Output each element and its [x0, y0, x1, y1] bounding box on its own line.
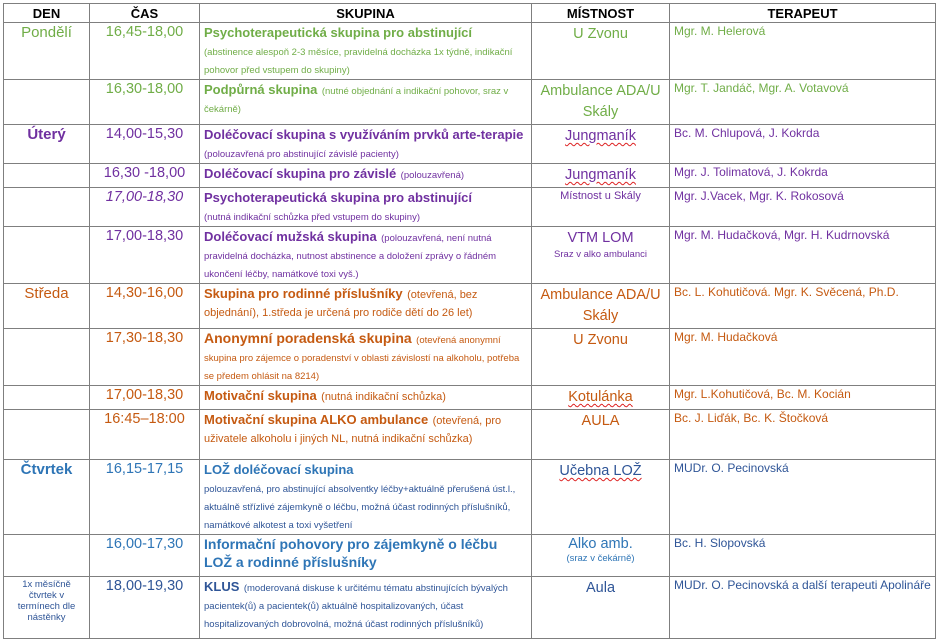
table-row: [4, 284, 936, 329]
group-title: Skupina pro rodinné příslušníky: [204, 286, 403, 301]
group-note: (otevřená anonymní skupina pro zájemce o poradenství v oblasti závislostí na alkoholu, potřeba se předem ohlásit na 8214): [204, 335, 520, 382]
group-cell: [200, 577, 532, 639]
header-row: [4, 4, 936, 23]
group-cell: [200, 125, 532, 164]
room-cell: U Zvonu: [532, 329, 670, 386]
group-cell: [200, 329, 532, 386]
therapist-cell: Mgr. J.Vacek, Mgr. K. Rokosová: [670, 188, 936, 227]
time-cell: 17,30-18,30: [90, 329, 200, 386]
day-cell: Středa: [4, 284, 90, 329]
group-cell: [200, 386, 532, 410]
time-cell: 17,00-18,30: [90, 188, 200, 227]
group-note: (polouzavřená): [400, 170, 465, 181]
time-cell: 17,00-18,30: [90, 227, 200, 284]
header-time: ČAS: [90, 4, 200, 23]
table-row: [4, 535, 936, 577]
therapist-cell: MUDr. O. Pecinovská: [670, 460, 936, 535]
day-cell: [4, 410, 90, 460]
group-note: (nutná indikační schůzka před vstupem do skupiny): [204, 212, 420, 223]
group-note: polouzavřená, pro abstinující absolventky léčby+aktuálně přerušená úst.l., aktuálně střízlivé zájemkyně o léčbu, možná účast rodinných příslušníků, namátkové alkotest a toxi vyšetření: [204, 484, 516, 531]
group-cell: [200, 410, 532, 460]
room-cell: Aula: [532, 577, 670, 639]
group-title: Doléčovací mužská skupina: [204, 229, 377, 244]
group-title: Motivační skupina: [204, 388, 317, 403]
room-name: Učebna LOŽ: [559, 463, 642, 479]
day-cell: Čtvrtek: [4, 460, 90, 535]
time-cell: 16,45-18,00: [90, 23, 200, 80]
room-name: Kotulánka: [568, 389, 633, 405]
table-row: [4, 164, 936, 188]
therapist-cell: Bc. L. Kohutičová. Mgr. K. Svěcená, Ph.D.: [670, 284, 936, 329]
time-cell: 18,00-19,30: [90, 577, 200, 639]
table-row: [4, 577, 936, 639]
day-cell: [4, 227, 90, 284]
therapist-cell: Mgr. J. Tolimatová, J. Kokrda: [670, 164, 936, 188]
header-therapist: TERAPEUT: [670, 4, 936, 23]
room-cell: [532, 460, 670, 535]
table-row: [4, 329, 936, 386]
therapist-cell: Bc. J. Liďák, Bc. K. Štočková: [670, 410, 936, 460]
time-cell: 14,00-15,30: [90, 125, 200, 164]
therapist-cell: Mgr. M. Hudačková: [670, 329, 936, 386]
therapist-cell: Mgr. T. Jandáč, Mgr. A. Votavová: [670, 80, 936, 125]
room-sub: Sraz v alko ambulanci: [554, 249, 647, 260]
room-cell: [532, 125, 670, 164]
group-title: Podpůrná skupina: [204, 82, 318, 97]
group-note: (polouzavřená pro abstinující závislé pacienty): [204, 149, 399, 160]
room-cell: Ambulance ADA/U Skály: [532, 80, 670, 125]
room-cell: Ambulance ADA/U Skály: [532, 284, 670, 329]
group-cell: [200, 284, 532, 329]
day-cell: [4, 386, 90, 410]
therapist-cell: Bc. H. Slopovská: [670, 535, 936, 577]
group-cell: [200, 188, 532, 227]
therapist-cell: Mgr. M. Hudačková, Mgr. H. Kudrnovská: [670, 227, 936, 284]
room-name: Alko amb.: [568, 536, 633, 552]
group-cell: [200, 23, 532, 80]
therapist-cell: Mgr. M. Helerová: [670, 23, 936, 80]
time-cell: 16,15-17,15: [90, 460, 200, 535]
day-cell: Úterý: [4, 125, 90, 164]
group-title: Doléčovací skupina s využíváním prvků arte-terapie: [204, 127, 524, 142]
time-cell: 16,30 -18,00: [90, 164, 200, 188]
room-cell: [532, 164, 670, 188]
room-cell: [532, 535, 670, 577]
room-cell: AULA: [532, 410, 670, 460]
time-cell: 16:45–18:00: [90, 410, 200, 460]
room-name: Jungmaník: [565, 167, 636, 183]
group-note: (abstinence alespoň 2-3 měsíce, pravidelná docházka 1x týdně, indikační pohovor před vstupem do skupiny): [204, 47, 513, 76]
therapist-cell: MUDr. O. Pecinovská a další terapeuti Apolináře: [670, 577, 936, 639]
day-cell: [4, 535, 90, 577]
table-row: [4, 125, 936, 164]
day-cell: [4, 80, 90, 125]
time-cell: 17,00-18,30: [90, 386, 200, 410]
header-room: MÍSTNOST: [532, 4, 670, 23]
group-cell: [200, 460, 532, 535]
room-cell: U Zvonu: [532, 23, 670, 80]
time-cell: 16,00-17,30: [90, 535, 200, 577]
group-cell: [200, 80, 532, 125]
group-title: Psychoterapeutická skupina pro abstinující: [204, 190, 473, 205]
room-cell: [532, 227, 670, 284]
day-cell: [4, 188, 90, 227]
table-row: [4, 80, 936, 125]
group-title: Doléčovací skupina pro závislé: [204, 166, 397, 181]
room-cell: [532, 386, 670, 410]
group-title: Motivační skupina ALKO ambulance: [204, 412, 429, 427]
room-name: VTM LOM: [567, 230, 634, 246]
room-sub: (sraz v čekárně): [566, 553, 635, 564]
table-row: [4, 188, 936, 227]
table-row: [4, 410, 936, 460]
day-cell: [4, 329, 90, 386]
group-cell: [200, 535, 532, 577]
table-row: [4, 460, 936, 535]
group-cell: [200, 164, 532, 188]
group-note: (otevřená, pro uživatele alkoholu i jiných NL, nutná indikační schůzka): [204, 415, 502, 445]
table-row: [4, 386, 936, 410]
group-note: (moderovaná diskuse k určitému tématu abstinujících bývalých pacientek(ů) a pacientek(ů) aktuálně hospitalizovaných, účast hospitalizovaných dobrovolná, možná účast rodinných příslušníků): [204, 583, 508, 630]
group-title: Psychoterapeutická skupina pro abstinující: [204, 25, 473, 40]
therapist-cell: Bc. M. Chlupová, J. Kokrda: [670, 125, 936, 164]
time-cell: 14,30-16,00: [90, 284, 200, 329]
day-cell: Pondělí: [4, 23, 90, 80]
time-cell: 16,30-18,00: [90, 80, 200, 125]
room-name: Jungmaník: [565, 128, 636, 144]
group-note: (nutné objednání a indikační pohovor, sraz v čekárně): [204, 86, 509, 115]
table-row: [4, 23, 936, 80]
therapist-cell: Mgr. L.Kohutičová, Bc. M. Kocián: [670, 386, 936, 410]
header-day: DEN: [4, 4, 90, 23]
schedule-table: [3, 3, 936, 639]
group-cell: [200, 227, 532, 284]
group-title: Anonymní poradenská skupina: [204, 330, 412, 346]
header-group: SKUPINA: [200, 4, 532, 23]
table-row: [4, 227, 936, 284]
day-cell: 1x měsíčně čtvrtek v termínech dle nástěnky: [4, 577, 90, 639]
group-title: LOŽ doléčovací skupina: [204, 462, 354, 477]
group-note: (polouzavřená, není nutná pravidelná docházka, nutnost abstinence a doložení zprávy o řádném ukončení léčby, namátkové toxi vyš.): [204, 233, 497, 280]
group-note: (nutná indikační schůzka): [321, 391, 446, 403]
group-title: KLUS: [204, 579, 240, 594]
room-cell: Místnost u Skály: [532, 188, 670, 227]
day-cell: [4, 164, 90, 188]
group-note: (otevřená, bez objednání), 1.středa je určená pro rodiče dětí do 26 let): [204, 289, 478, 319]
group-title: Informační pohovory pro zájemkyně o léčbu LOŽ a rodinné příslušníky: [204, 536, 498, 570]
